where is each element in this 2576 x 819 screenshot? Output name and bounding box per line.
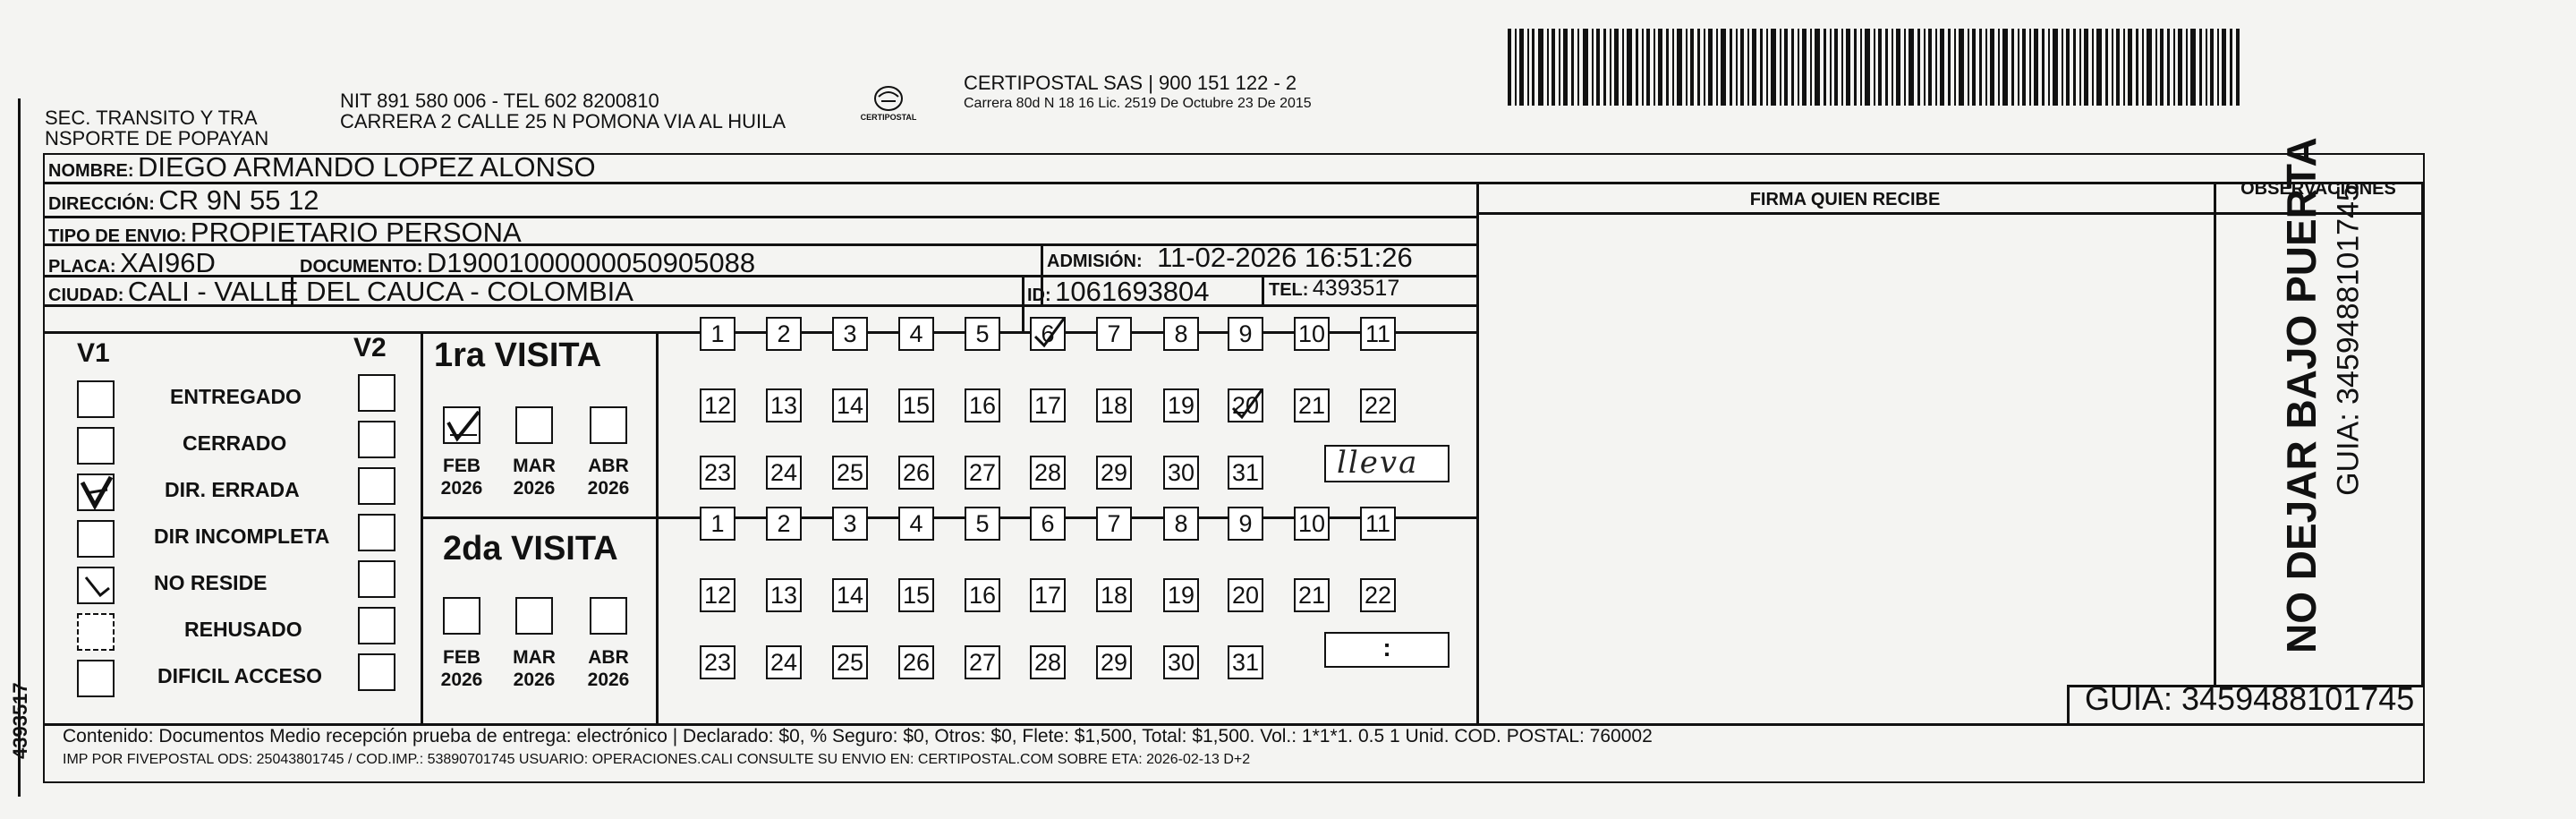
first-visit-day-23[interactable]: 23 [700,456,735,490]
v2-month-mar-checkbox[interactable] [515,597,553,635]
month-name: FEB [443,647,480,668]
observations-header: OBSERVACIONES [2240,179,2396,199]
v2-checkbox-rehusado[interactable] [358,607,395,644]
second-visit-day-3[interactable]: 3 [832,507,868,541]
first-visit-day-2[interactable]: 2 [766,317,802,351]
admission-label: ADMISIÓN: [1047,252,1143,271]
id-value: 1061693804 [1055,276,1210,307]
v1-checkbox-cerrado[interactable] [77,427,115,465]
checkmark-icon [79,568,115,604]
second-visit-day-9[interactable]: 9 [1228,507,1263,541]
type-row [48,217,522,249]
sender-address: CARRERA 2 CALLE 25 N POMONA VIA AL HUILA [340,110,786,132]
first-visit-day-21[interactable]: 21 [1294,388,1330,422]
first-visit-day-27[interactable]: 27 [965,456,1000,490]
month-year: 2026 [440,670,483,690]
month-name: MAR [513,647,556,668]
address-row [48,184,319,217]
second-visit-day-2[interactable]: 2 [766,507,802,541]
second-visit-title: 2da VISITA [443,530,618,567]
left-side-code: 4393517 [9,682,31,759]
v2-checkbox-no-reside[interactable] [358,560,395,598]
v1-month-mar [510,455,558,499]
second-visit-day-26[interactable]: 26 [898,645,934,679]
checkmark-icon [1228,388,1263,422]
content-line: Contenido: Documentos Medio recepción prueba de entrega: electrónico | Declarado: $0, % Seguro: $0, Otros: $0, Flete: $1,500, Total: $1,500. Vol.: 1*1*1. 0.5 1 Unid. COD. POSTAL: 760002 [63,726,1653,746]
v1-header: V1 [77,338,110,368]
first-visit-day-8[interactable]: 8 [1163,317,1199,351]
second-visit-day-10[interactable]: 10 [1294,507,1330,541]
plate-value: XAI96D [120,247,216,278]
doc-row [300,247,755,279]
second-visit-day-24[interactable]: 24 [766,645,802,679]
footer-guia: GUIA: 3459488101745 [2085,680,2415,717]
type-label: TIPO DE ENVIO: [48,226,187,246]
tel-value: 4393517 [1312,276,1400,301]
plate-label: PLACA: [48,257,116,277]
first-visit-day-15[interactable]: 15 [898,388,934,422]
v2-checkbox-entregado[interactable] [358,374,395,412]
first-visit-day-25[interactable]: 25 [832,456,868,490]
v2-checkbox-dir-incompleta[interactable] [358,514,395,551]
v1-checkbox-entregado[interactable] [77,380,115,418]
v2-checkbox-cerrado[interactable] [358,421,395,458]
second-visit-day-18[interactable]: 18 [1096,578,1132,612]
id-label: ID: [1027,286,1051,305]
first-visit-day-26[interactable]: 26 [898,456,934,490]
recipient-name: DIEGO ARMANDO LOPEZ ALONSO [138,151,596,183]
second-visit-day-22[interactable]: 22 [1360,578,1396,612]
v1-month-abr-checkbox[interactable] [590,406,627,444]
do-not-leave-warning: NO DEJAR BAJO PUERTA [2278,137,2325,653]
v2-month-mar [510,646,558,691]
second-visit-day-11[interactable]: 11 [1360,507,1396,541]
second-visit-day-25[interactable]: 25 [832,645,868,679]
second-visit-day-1[interactable]: 1 [700,507,735,541]
first-visit-day-19[interactable]: 19 [1163,388,1199,422]
status-option-dificil-acceso: DIFICIL ACCESO [157,664,323,687]
month-name: MAR [513,456,556,476]
city-row [48,276,633,308]
first-visit-day-4[interactable]: 4 [898,317,934,351]
month-year: 2026 [513,478,556,499]
name-row [48,151,596,183]
v2-month-abr-checkbox[interactable] [590,597,627,635]
v2-month-abr [584,646,633,691]
first-visit-day-17[interactable]: 17 [1030,388,1066,422]
month-name: FEB [443,456,480,476]
first-visit-day-1[interactable]: 1 [700,317,735,351]
first-visit-day-20[interactable]: 20 [1228,388,1263,422]
month-year: 2026 [587,670,630,690]
second-visit-day-20[interactable]: 20 [1228,578,1263,612]
v1-checkbox-dir-errada[interactable] [77,473,115,511]
second-visit-day-31[interactable]: 31 [1228,645,1263,679]
v2-checkbox-dir-errada[interactable] [358,467,395,505]
v1-checkbox-dir-incompleta[interactable] [77,520,115,558]
v2-month-feb-checkbox[interactable] [443,597,480,635]
second-visit-time-box[interactable] [1324,632,1450,668]
first-visit-day-13[interactable]: 13 [766,388,802,422]
sender-line-1: SEC. TRANSITO Y TRA [45,107,258,129]
carrier-name: CERTIPOSTAL SAS | 900 151 122 - 2 [964,72,1297,94]
logo-caption: CERTIPOSTAL [860,113,917,122]
first-visit-day-10[interactable]: 10 [1294,317,1330,351]
second-visit-day-7[interactable]: 7 [1096,507,1132,541]
tel-row [1269,276,1399,302]
first-visit-day-16[interactable]: 16 [965,388,1000,422]
first-visit-day-6[interactable]: 6 [1030,317,1066,351]
shipment-type: PROPIETARIO PERSONA [190,217,522,248]
certipostal-logo [854,82,922,127]
second-visit-day-15[interactable]: 15 [898,578,934,612]
second-visit-day-6[interactable]: 6 [1030,507,1066,541]
doc-value: D19001000000050905088 [426,247,756,278]
status-option-dir-errada: DIR. ERRADA [165,478,300,501]
col-id [1022,275,1024,331]
second-visit-day-8[interactable]: 8 [1163,507,1199,541]
second-visit-day-4[interactable]: 4 [898,507,934,541]
checkmark-icon [79,475,115,511]
name-label: NOMBRE: [48,161,134,181]
month-year: 2026 [513,670,556,690]
v1-checkbox-rehusado[interactable] [77,613,115,651]
time-placeholder: : [1382,634,1391,661]
first-visit-day-3[interactable]: 3 [832,317,868,351]
col-obs-right [2421,182,2424,685]
status-option-cerrado: CERRADO [183,431,287,455]
second-visit-day-23[interactable]: 23 [700,645,735,679]
first-visit-day-30[interactable]: 30 [1163,456,1199,490]
v1-month-mar-checkbox[interactable] [515,406,553,444]
second-visit-day-29[interactable]: 29 [1096,645,1132,679]
month-year: 2026 [440,478,483,499]
first-visit-day-29[interactable]: 29 [1096,456,1132,490]
v2-month-feb [438,646,486,691]
month-year: 2026 [587,478,630,499]
side-guia: GUIA: 3459488101745 [2331,184,2366,496]
barcode [1508,29,2241,106]
status-option-no-reside: NO RESIDE [154,571,268,594]
id-row [1027,276,1210,308]
checkmark-icon [445,408,480,444]
second-visit-day-12[interactable]: 12 [700,578,735,612]
first-visit-day-31[interactable]: 31 [1228,456,1263,490]
city-label: CIUDAD: [48,286,124,305]
v1-month-feb [438,455,486,499]
col-days-left [656,331,659,723]
second-visit-day-27[interactable]: 27 [965,645,1000,679]
first-visit-day-12[interactable]: 12 [700,388,735,422]
v1-month-feb-checkbox[interactable] [443,406,480,444]
doc-label: DOCUMENTO: [300,257,423,277]
v1-month-abr [584,455,633,499]
first-visit-day-24[interactable]: 24 [766,456,802,490]
second-visit-day-30[interactable]: 30 [1163,645,1199,679]
signature-header: FIRMA QUIEN RECIBE [1749,190,1941,209]
admission-row [1047,242,1413,274]
month-name: ABR [588,456,629,476]
second-visit-day-17[interactable]: 17 [1030,578,1066,612]
second-visit-day-14[interactable]: 14 [832,578,868,612]
second-visit-day-16[interactable]: 16 [965,578,1000,612]
second-visit-day-19[interactable]: 19 [1163,578,1199,612]
col-visits-left [421,331,423,723]
v1-checkbox-dificil-acceso[interactable] [77,660,115,697]
status-option-dir-incompleta: DIR INCOMPLETA [154,525,330,548]
checkmark-icon [1030,317,1066,351]
address-label: DIRECCIÓN: [48,194,155,214]
v2-header: V2 [353,333,387,363]
second-visit-day-21[interactable]: 21 [1294,578,1330,612]
first-visit-day-14[interactable]: 14 [832,388,868,422]
first-visit-day-22[interactable]: 22 [1360,388,1396,422]
status-option-entregado: ENTREGADO [170,385,302,408]
second-visit-day-5[interactable]: 5 [965,507,1000,541]
month-name: ABR [588,647,629,668]
first-visit-day-9[interactable]: 9 [1228,317,1263,351]
carrier-license: Carrera 80d N 18 16 Lic. 2519 De Octubre 23 De 2015 [964,96,1312,111]
v2-checkbox-dificil-acceso[interactable] [358,653,395,691]
sender-line-2: NSPORTE DE POPAYAN [45,127,269,149]
first-visit-day-18[interactable]: 18 [1096,388,1132,422]
first-visit-day-11[interactable]: 11 [1360,317,1396,351]
sender-nit: NIT 891 580 006 - TEL 602 8200810 [340,90,659,112]
status-option-rehusado: REHUSADO [184,618,302,641]
tel-label: TEL: [1269,280,1309,300]
first-visit-day-7[interactable]: 7 [1096,317,1132,351]
second-visit-day-13[interactable]: 13 [766,578,802,612]
v1-checkbox-no-reside[interactable] [77,567,115,604]
city-value: CALI - VALLE DEL CAUCA - COLOMBIA [127,276,633,307]
first-visit-note-box[interactable] [1324,445,1450,482]
second-visit-day-28[interactable]: 28 [1030,645,1066,679]
imp-line: IMP POR FIVEPOSTAL ODS: 25043801745 / COD.IMP.: 53890701745 USUARIO: OPERACIONES.CALI CONSULTE SU ENVIO EN: CERTIPOSTAL.COM SOBRE ETA: 2026-02-13 D+2 [63,752,1251,767]
handwritten-note: lleva [1337,445,1419,481]
first-visit-title: 1ra VISITA [434,337,602,374]
plate-row [48,247,216,279]
recipient-address: CR 9N 55 12 [158,184,319,216]
first-visit-day-28[interactable]: 28 [1030,456,1066,490]
first-visit-day-5[interactable]: 5 [965,317,1000,351]
col-tel [1262,275,1264,304]
admission-value: 11-02-2026 16:51:26 [1157,242,1413,273]
signature-area[interactable] [1479,215,2212,721]
